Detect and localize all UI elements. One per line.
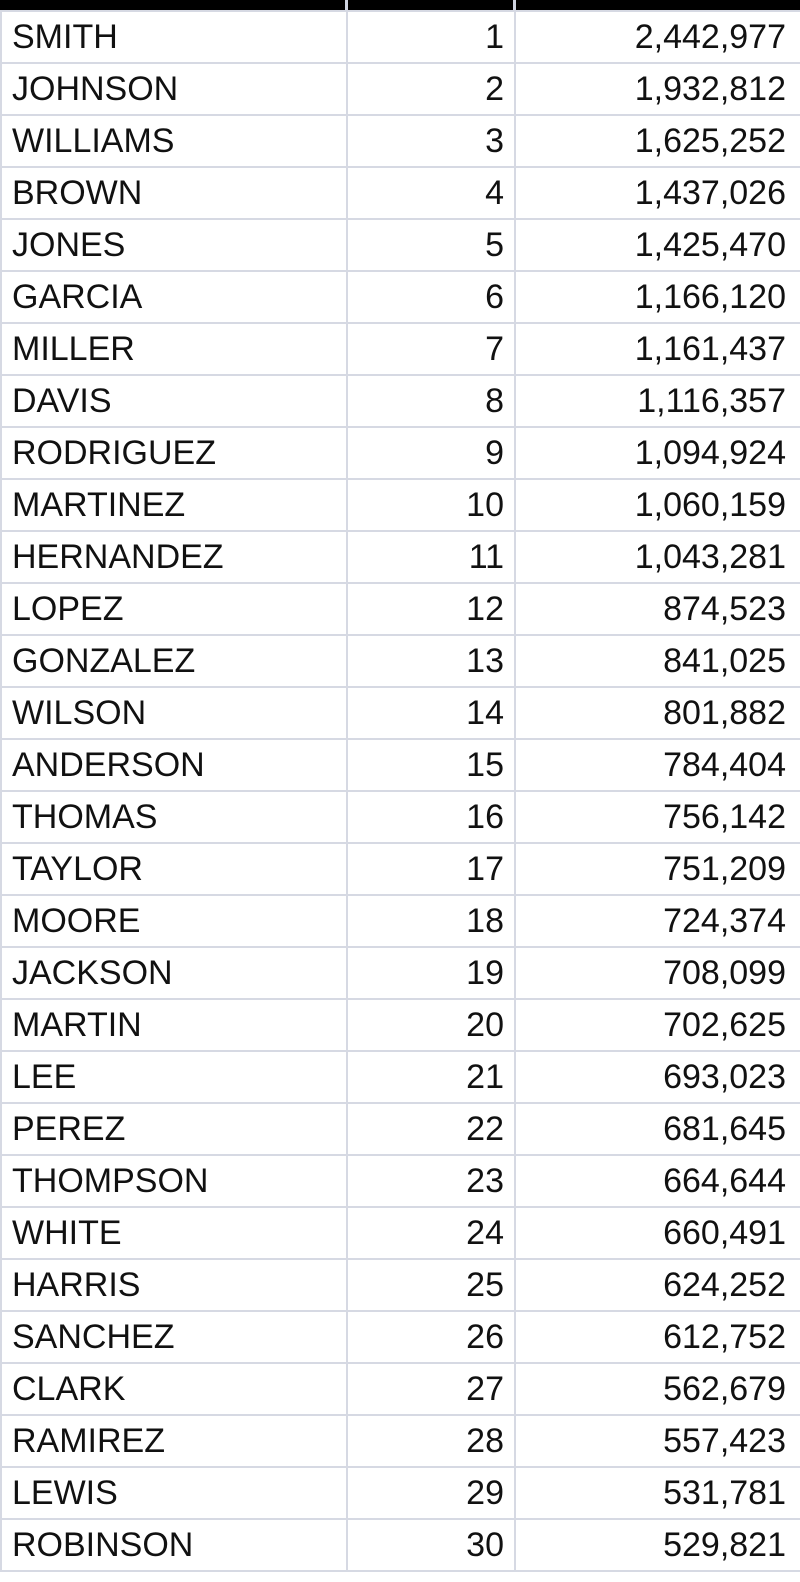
table-row [1, 531, 800, 583]
surname-cell: WILSON [1, 687, 347, 739]
rank-cell: 8 [347, 375, 515, 427]
count-cell: 681,645 [515, 1103, 800, 1155]
table-row [1, 791, 800, 843]
table-row [1, 583, 800, 635]
rank-cell: 9 [347, 427, 515, 479]
surname-cell: PEREZ [1, 1103, 347, 1155]
rank-cell: 16 [347, 791, 515, 843]
header-border [0, 0, 800, 10]
surname-cell: BROWN [1, 167, 347, 219]
count-cell: 562,679 [515, 1363, 800, 1415]
count-cell: 529,821 [515, 1519, 800, 1571]
count-cell: 624,252 [515, 1259, 800, 1311]
count-cell: 1,043,281 [515, 531, 800, 583]
rank-cell: 15 [347, 739, 515, 791]
surname-cell: MARTINEZ [1, 479, 347, 531]
table-row [1, 843, 800, 895]
count-cell: 1,094,924 [515, 427, 800, 479]
surname-cell: LEE [1, 1051, 347, 1103]
count-cell: 756,142 [515, 791, 800, 843]
rank-cell: 7 [347, 323, 515, 375]
rank-cell: 26 [347, 1311, 515, 1363]
table-row [1, 1467, 800, 1519]
surname-cell: RAMIREZ [1, 1415, 347, 1467]
rank-cell: 18 [347, 895, 515, 947]
table-row [1, 1415, 800, 1467]
count-cell: 1,425,470 [515, 219, 800, 271]
count-cell: 693,023 [515, 1051, 800, 1103]
rank-cell: 29 [347, 1467, 515, 1519]
surname-cell: JOHNSON [1, 63, 347, 115]
surname-cell: LEWIS [1, 1467, 347, 1519]
table-row [1, 1259, 800, 1311]
count-cell: 660,491 [515, 1207, 800, 1259]
surname-cell: TAYLOR [1, 843, 347, 895]
surname-cell: WHITE [1, 1207, 347, 1259]
column-divider [345, 0, 348, 10]
surname-cell: HARRIS [1, 1259, 347, 1311]
count-cell: 724,374 [515, 895, 800, 947]
rank-cell: 5 [347, 219, 515, 271]
rank-cell: 14 [347, 687, 515, 739]
column-divider [513, 0, 516, 10]
count-cell: 751,209 [515, 843, 800, 895]
rank-cell: 3 [347, 115, 515, 167]
surname-cell: SMITH [1, 11, 347, 63]
rank-cell: 25 [347, 1259, 515, 1311]
rank-cell: 1 [347, 11, 515, 63]
table-row [1, 479, 800, 531]
table-row [1, 947, 800, 999]
table-row [1, 895, 800, 947]
surname-cell: ROBINSON [1, 1519, 347, 1571]
count-cell: 1,161,437 [515, 323, 800, 375]
count-cell: 531,781 [515, 1467, 800, 1519]
count-cell: 1,437,026 [515, 167, 800, 219]
table-row [1, 271, 800, 323]
surname-cell: JACKSON [1, 947, 347, 999]
count-cell: 1,060,159 [515, 479, 800, 531]
rank-cell: 10 [347, 479, 515, 531]
rank-cell: 11 [347, 531, 515, 583]
table-row [1, 1051, 800, 1103]
surname-cell: THOMPSON [1, 1155, 347, 1207]
table-row [1, 219, 800, 271]
count-cell: 1,932,812 [515, 63, 800, 115]
table-row [1, 1311, 800, 1363]
table-row [1, 167, 800, 219]
table-row [1, 635, 800, 687]
count-cell: 784,404 [515, 739, 800, 791]
table-row [1, 1155, 800, 1207]
count-cell: 801,882 [515, 687, 800, 739]
table-row [1, 375, 800, 427]
table-row [1, 11, 800, 63]
surname-cell: LOPEZ [1, 583, 347, 635]
count-cell: 1,116,357 [515, 375, 800, 427]
surname-cell: JONES [1, 219, 347, 271]
table-row [1, 999, 800, 1051]
surname-cell: HERNANDEZ [1, 531, 347, 583]
surname-cell: CLARK [1, 1363, 347, 1415]
surname-cell: THOMAS [1, 791, 347, 843]
rank-cell: 19 [347, 947, 515, 999]
surname-cell: MARTIN [1, 999, 347, 1051]
rank-cell: 17 [347, 843, 515, 895]
table-row [1, 687, 800, 739]
rank-cell: 21 [347, 1051, 515, 1103]
rank-cell: 28 [347, 1415, 515, 1467]
surname-cell: MILLER [1, 323, 347, 375]
table-row [1, 1207, 800, 1259]
table-row [1, 427, 800, 479]
table-row [1, 115, 800, 167]
rank-cell: 13 [347, 635, 515, 687]
rank-cell: 22 [347, 1103, 515, 1155]
surname-cell: DAVIS [1, 375, 347, 427]
table-row [1, 1363, 800, 1415]
surname-cell: GONZALEZ [1, 635, 347, 687]
rank-cell: 27 [347, 1363, 515, 1415]
count-cell: 874,523 [515, 583, 800, 635]
rank-cell: 24 [347, 1207, 515, 1259]
surname-table [0, 10, 800, 1572]
count-cell: 557,423 [515, 1415, 800, 1467]
table-body [1, 11, 800, 1571]
count-cell: 664,644 [515, 1155, 800, 1207]
count-cell: 1,625,252 [515, 115, 800, 167]
surname-cell: ANDERSON [1, 739, 347, 791]
table-row [1, 63, 800, 115]
count-cell: 702,625 [515, 999, 800, 1051]
rank-cell: 23 [347, 1155, 515, 1207]
rank-cell: 2 [347, 63, 515, 115]
count-cell: 1,166,120 [515, 271, 800, 323]
rank-cell: 12 [347, 583, 515, 635]
surname-cell: MOORE [1, 895, 347, 947]
table-row [1, 1103, 800, 1155]
rank-cell: 20 [347, 999, 515, 1051]
rank-cell: 4 [347, 167, 515, 219]
table-row [1, 323, 800, 375]
count-cell: 708,099 [515, 947, 800, 999]
rank-cell: 30 [347, 1519, 515, 1571]
surname-cell: GARCIA [1, 271, 347, 323]
rank-cell: 6 [347, 271, 515, 323]
surname-cell: WILLIAMS [1, 115, 347, 167]
table-row [1, 739, 800, 791]
surname-cell: RODRIGUEZ [1, 427, 347, 479]
surname-cell: SANCHEZ [1, 1311, 347, 1363]
count-cell: 2,442,977 [515, 11, 800, 63]
count-cell: 612,752 [515, 1311, 800, 1363]
table-row [1, 1519, 800, 1571]
count-cell: 841,025 [515, 635, 800, 687]
